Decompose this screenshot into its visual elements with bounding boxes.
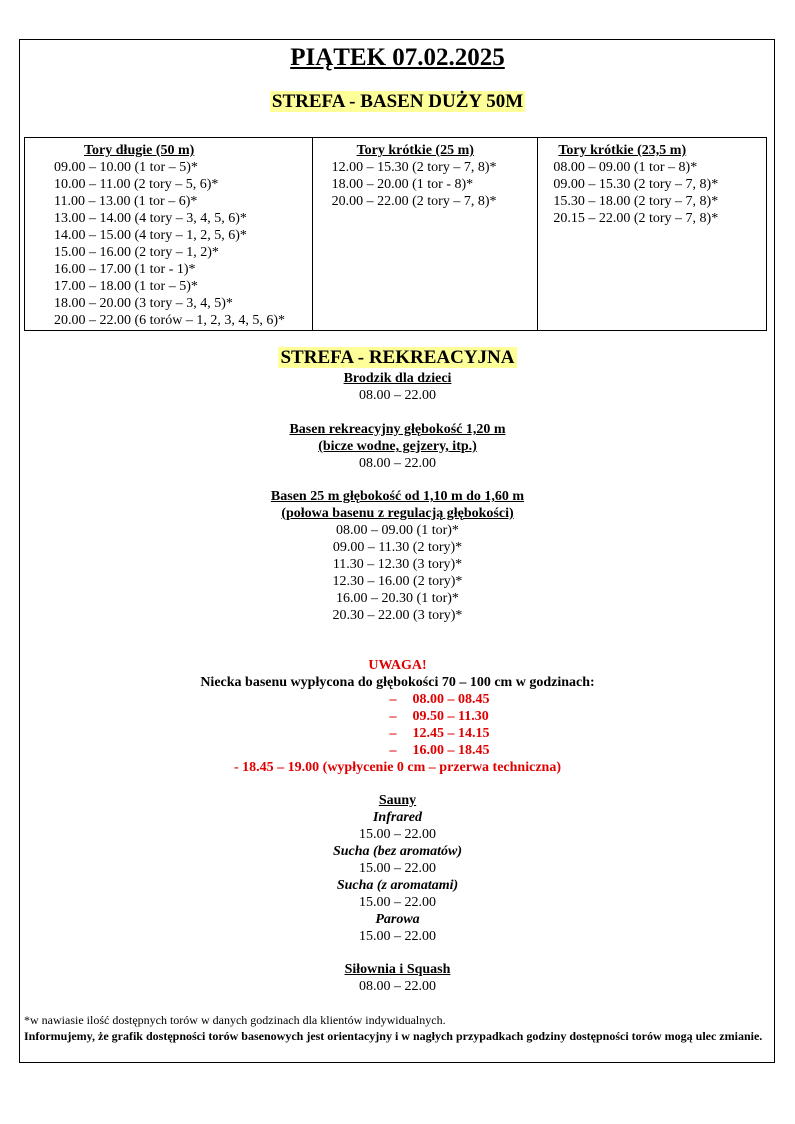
- lane-slot: 14.00 – 15.00 (4 tory – 1, 2, 5, 6)*: [54, 228, 247, 243]
- page-title: PIĄTEK 07.02.2025: [290, 44, 505, 71]
- gym-section: [0, 961, 795, 995]
- notice-dash: –: [389, 692, 397, 707]
- lanes-col-short23: [538, 138, 767, 331]
- saunas-section: [0, 792, 795, 945]
- notice-text: Niecka basenu wypłycona do głębokości 70 – 100 cm w godzinach:: [200, 675, 595, 690]
- pool25-slot: 20.30 – 22.00 (3 tory)*: [332, 608, 463, 623]
- lane-slot: 13.00 – 14.00 (4 tory – 3, 4, 5, 6)*: [54, 211, 247, 226]
- pool25-slot: 08.00 – 09.00 (1 tor)*: [336, 523, 459, 538]
- notice-time: – 12.45 – 14.15: [389, 726, 490, 741]
- lane-slot: 16.00 – 17.00 (1 tor - 1)*: [54, 262, 196, 277]
- lane-slot: 09.00 – 10.00 (1 tor – 5)*: [54, 160, 198, 175]
- zone-main-heading: [0, 90, 795, 114]
- lane-slot: 10.00 – 11.00 (2 tory – 5, 6)*: [54, 177, 219, 192]
- lane-slot: 08.00 – 09.00 (1 tor – 8)*: [553, 160, 698, 175]
- pool25-slot: 16.00 – 20.30 (1 tor)*: [336, 591, 459, 606]
- notice-dash: –: [389, 743, 397, 758]
- sauna-hours: 15.00 – 22.00: [359, 895, 436, 910]
- pool25-section: [0, 488, 795, 624]
- rec-pool-section: [0, 421, 795, 472]
- saunas-title: Sauny: [378, 793, 417, 808]
- notice-dash: –: [389, 709, 397, 724]
- notice-time: – 09.50 – 11.30: [389, 709, 489, 724]
- notice-label: UWAGA!: [368, 658, 427, 673]
- notice-time: – 16.00 – 18.45: [389, 743, 490, 758]
- lane-slot: 15.30 – 18.00 (2 tory – 7, 8)*: [553, 194, 719, 209]
- lane-slot: 17.00 – 18.00 (1 tor – 5)*: [54, 279, 198, 294]
- pool25-slot: 09.00 – 11.30 (2 tory)*: [332, 540, 463, 555]
- lane-slot: 11.00 – 13.00 (1 tor – 6)*: [54, 194, 198, 209]
- lane-slot: 18.00 – 20.00 (3 tory – 3, 4, 5)*: [54, 296, 233, 311]
- lanes-short23-header: Tory krótkie (23,5 m): [558, 143, 687, 158]
- footnote: [24, 1012, 769, 1044]
- pool25-name: Basen 25 m głębokość od 1,10 m do 1,60 m: [270, 489, 525, 504]
- zone-main-label: STREFA - BASEN DUŻY 50M: [271, 91, 524, 112]
- rec-pool-hours: 08.00 – 22.00: [359, 456, 436, 471]
- footnote-info: Informujemy, że grafik dostępności torów basenowych jest orientacyjny i w nagłych przypadkach godziny dostępności torów mogą ulec zmianie.: [24, 1029, 763, 1043]
- sauna-name: Sucha (z aromatami): [336, 878, 459, 893]
- sauna-hours: 15.00 – 22.00: [359, 861, 436, 876]
- notice-extra: - 18.45 – 19.00 (wypłycenie 0 cm – przerwa techniczna): [234, 760, 561, 775]
- lane-slot: 18.00 – 20.00 (1 tor - 8)*: [331, 177, 474, 192]
- pool25-slot: 11.30 – 12.30 (3 tory)*: [332, 557, 463, 572]
- sauna-name: Sucha (bez aromatów): [332, 844, 463, 859]
- sauna-hours: 15.00 – 22.00: [359, 827, 436, 842]
- notice-time: – 08.00 – 08.45: [389, 692, 490, 707]
- sauna-hours: 15.00 – 22.00: [359, 929, 436, 944]
- paddling-name: Brodzik dla dzieci: [343, 371, 452, 386]
- sauna-name: Parowa: [375, 912, 420, 927]
- pool25-sub: (połowa basenu z regulacją głębokości): [281, 506, 514, 521]
- zone-rec-heading: [0, 346, 795, 370]
- rec-pool-name: Basen rekreacyjny głębokość 1,20 m: [289, 422, 506, 437]
- lane-slot: 15.00 – 16.00 (2 tory – 1, 2)*: [54, 245, 219, 260]
- lanes-short25-header: Tory krótkie (25 m): [356, 143, 474, 158]
- zone-rec-label: STREFA - REKREACYJNA: [280, 347, 515, 368]
- lane-slot: 20.15 – 22.00 (2 tory – 7, 8)*: [553, 211, 719, 226]
- lanes-col-long: [25, 138, 313, 331]
- lane-slot: 09.00 – 15.30 (2 tory – 7, 8)*: [553, 177, 719, 192]
- footnote-asterisk: *w nawiasie ilość dostępnych torów w danych godzinach dla klientów indywidualnych.: [24, 1013, 446, 1027]
- pool25-slot: 12.30 – 16.00 (2 tory)*: [332, 574, 463, 589]
- notice-section: [0, 657, 795, 776]
- paddling-section: [0, 370, 795, 404]
- paddling-hours: 08.00 – 22.00: [359, 388, 436, 403]
- gym-name: Siłownia i Squash: [344, 962, 451, 977]
- notice-dash: –: [389, 726, 397, 741]
- lane-slot: 20.00 – 22.00 (6 torów – 1, 2, 3, 4, 5, 6)*: [54, 313, 285, 328]
- lanes-table: [24, 137, 767, 331]
- rec-pool-sub: (bicze wodne, gejzery, itp.): [318, 439, 477, 454]
- lane-slot: 12.00 – 15.30 (2 tory – 7, 8)*: [331, 160, 497, 175]
- lane-slot: 20.00 – 22.00 (2 tory – 7, 8)*: [331, 194, 497, 209]
- sauna-name: Infrared: [372, 810, 422, 825]
- lanes-col-short25: [312, 138, 538, 331]
- lanes-long-header: Tory długie (50 m): [84, 143, 195, 158]
- gym-hours: 08.00 – 22.00: [359, 979, 436, 994]
